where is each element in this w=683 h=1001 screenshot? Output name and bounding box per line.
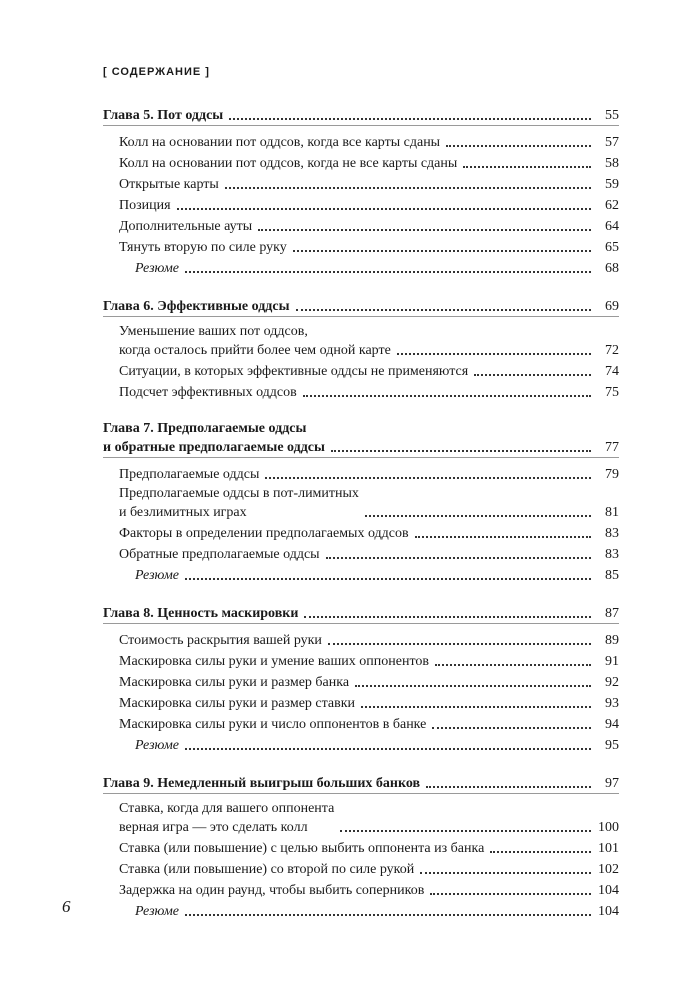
resume-entry[interactable] — [103, 564, 619, 585]
toc-entry-title: Колл на основании пот оддсов, когда не все карты сданы — [119, 156, 458, 171]
section-entry[interactable] — [103, 194, 619, 215]
dot-leader — [365, 515, 591, 517]
dot-leader — [430, 893, 591, 895]
dot-leader — [355, 685, 591, 687]
chapter-entry[interactable] — [103, 419, 619, 457]
toc-page-number: 83 — [605, 547, 619, 562]
toc-entry-title: Предполагаемые оддсы в пот-лимитных и безлимитных играх — [119, 486, 359, 520]
section-entry[interactable] — [103, 360, 619, 381]
toc-entry-title: Колл на основании пот оддсов, когда все карты сданы — [119, 135, 441, 150]
dot-leader — [463, 166, 591, 168]
toc-page-number: 100 — [598, 820, 619, 835]
section-entry[interactable] — [103, 837, 619, 858]
dot-leader — [296, 309, 591, 311]
section-entry[interactable] — [103, 381, 619, 402]
chapter-divider — [103, 793, 619, 794]
section-entry[interactable] — [103, 322, 619, 360]
dot-leader — [185, 914, 591, 916]
dot-leader — [474, 374, 591, 376]
toc-page-number: 68 — [605, 261, 619, 276]
toc-page-number: 58 — [605, 156, 619, 171]
resume-entry[interactable] — [103, 257, 619, 278]
toc-page-number: 101 — [598, 841, 619, 856]
page-number: 6 — [62, 897, 71, 916]
toc-page-number: 91 — [605, 654, 619, 669]
chapter-divider — [103, 125, 619, 126]
toc-page-number: 89 — [605, 633, 619, 648]
dot-leader — [185, 271, 591, 273]
dot-leader — [265, 477, 591, 479]
toc-page-number: 83 — [605, 526, 619, 541]
toc-page-number: 59 — [605, 177, 619, 192]
section-entry[interactable] — [103, 236, 619, 257]
dot-leader — [229, 118, 591, 120]
dot-leader — [185, 578, 591, 580]
section-entry[interactable] — [103, 484, 619, 522]
section-entry[interactable] — [103, 215, 619, 236]
toc-entry-title: Уменьшение ваших пот оддсов, когда осталось прийти более чем одной карте — [119, 324, 391, 358]
table-of-contents — [103, 104, 619, 938]
toc-page-number: 95 — [605, 738, 619, 753]
chapter-block — [103, 419, 619, 585]
toc-page-number: 104 — [598, 904, 619, 919]
toc-entry-title: Ставка, когда для вашего оппонента верная игра — это сделать колл — [119, 801, 335, 835]
toc-entry-title: Глава 8. Ценность маскировки — [103, 606, 299, 621]
dot-leader — [303, 395, 591, 397]
section-entry[interactable] — [103, 522, 619, 543]
chapter-block — [103, 602, 619, 755]
toc-entry-title: Обратные предполагаемые оддсы — [119, 547, 320, 562]
toc-page-number: 55 — [605, 108, 619, 123]
toc-entry-title: Маскировка силы руки и размер ставки — [119, 696, 356, 711]
chapter-entry[interactable] — [103, 104, 619, 125]
toc-entry-title: Глава 6. Эффективные оддсы — [103, 299, 290, 314]
chapter-divider — [103, 457, 619, 458]
toc-entry-title: Маскировка силы руки и умение ваших оппонентов — [119, 654, 430, 669]
dot-leader — [435, 664, 591, 666]
toc-entry-title: Дополнительные ауты — [119, 219, 253, 234]
toc-entry-title: Маскировка силы руки и размер банка — [119, 675, 350, 690]
chapter-divider — [103, 316, 619, 317]
toc-entry-title: Ситуации, в которых эффективные оддсы не применяются — [119, 364, 469, 379]
section-entry[interactable] — [103, 173, 619, 194]
section-entry[interactable] — [103, 463, 619, 484]
toc-page-number: 69 — [605, 299, 619, 314]
toc-entry-title: Глава 7. Предполагаемые оддсы и обратные предполагаемые оддсы — [103, 421, 325, 455]
dot-leader — [432, 727, 591, 729]
dot-leader — [328, 643, 591, 645]
dot-leader — [304, 616, 591, 618]
toc-entry-title: Подсчет эффективных оддсов — [119, 385, 297, 400]
toc-page-number: 75 — [605, 385, 619, 400]
toc-entry-title: Резюме — [135, 904, 180, 919]
toc-page-number: 94 — [605, 717, 619, 732]
section-entry[interactable] — [103, 799, 619, 837]
resume-entry[interactable] — [103, 734, 619, 755]
toc-entry-title: Ставка (или повышение) с целью выбить оппонента из банка — [119, 841, 485, 856]
toc-entry-title: Маскировка силы руки и число оппонентов в банке — [119, 717, 427, 732]
toc-entry-title: Резюме — [135, 261, 180, 276]
chapter-block — [103, 772, 619, 921]
section-header: [ СОДЕРЖАНИЕ ] — [103, 66, 210, 78]
dot-leader — [420, 872, 591, 874]
toc-page-number: 104 — [598, 883, 619, 898]
toc-entry-title: Глава 9. Немедленный выигрыш больших банков — [103, 776, 421, 791]
toc-page-number: 72 — [605, 343, 619, 358]
section-entry[interactable] — [103, 152, 619, 173]
toc-page-number: 77 — [605, 440, 619, 455]
dot-leader — [446, 145, 591, 147]
toc-page-number: 102 — [598, 862, 619, 877]
section-entry[interactable] — [103, 131, 619, 152]
toc-entry-title: Предполагаемые оддсы — [119, 467, 260, 482]
dot-leader — [397, 353, 591, 355]
dot-leader — [426, 786, 591, 788]
section-entry[interactable] — [103, 671, 619, 692]
toc-entry-title: Стоимость раскрытия вашей руки — [119, 633, 322, 648]
toc-page-number: 79 — [605, 467, 619, 482]
toc-entry-title: Глава 5. Пот оддсы — [103, 108, 224, 123]
chapter-block — [103, 295, 619, 402]
dot-leader — [415, 536, 591, 538]
section-entry[interactable] — [103, 692, 619, 713]
toc-entry-title: Задержка на один раунд, чтобы выбить соперников — [119, 883, 425, 898]
dot-leader — [331, 450, 591, 452]
section-entry[interactable] — [103, 858, 619, 879]
toc-entry-title: Факторы в определении предполагаемых оддсов — [119, 526, 409, 541]
section-entry[interactable] — [103, 879, 619, 900]
section-entry[interactable] — [103, 713, 619, 734]
toc-page-number: 74 — [605, 364, 619, 379]
dot-leader — [177, 208, 591, 210]
dot-leader — [326, 557, 591, 559]
toc-entry-title: Ставка (или повышение) со второй по силе рукой — [119, 862, 415, 877]
toc-page-number: 97 — [605, 776, 619, 791]
dot-leader — [361, 706, 591, 708]
toc-page-number: 92 — [605, 675, 619, 690]
toc-page-number: 64 — [605, 219, 619, 234]
chapter-entry[interactable] — [103, 602, 619, 623]
toc-page-number: 62 — [605, 198, 619, 213]
toc-entry-title: Тянуть вторую по силе руку — [119, 240, 287, 255]
dot-leader — [225, 187, 591, 189]
toc-page-number: 87 — [605, 606, 619, 621]
toc-page-number: 85 — [605, 568, 619, 583]
dot-leader — [258, 229, 591, 231]
toc-page-number: 81 — [605, 505, 619, 520]
chapter-divider — [103, 623, 619, 624]
dot-leader — [293, 250, 591, 252]
section-entry[interactable] — [103, 650, 619, 671]
chapter-block — [103, 104, 619, 278]
chapter-entry[interactable] — [103, 772, 619, 793]
dot-leader — [185, 748, 591, 750]
chapter-entry[interactable] — [103, 295, 619, 316]
toc-entry-title: Позиция — [119, 198, 171, 213]
toc-page-number: 57 — [605, 135, 619, 150]
resume-entry[interactable] — [103, 900, 619, 921]
dot-leader — [340, 830, 591, 832]
toc-page-number: 93 — [605, 696, 619, 711]
toc-entry-title: Открытые карты — [119, 177, 219, 192]
section-entry[interactable] — [103, 543, 619, 564]
dot-leader — [490, 851, 591, 853]
toc-entry-title: Резюме — [135, 738, 180, 753]
toc-entry-title: Резюме — [135, 568, 180, 583]
section-entry[interactable] — [103, 629, 619, 650]
toc-page-number: 65 — [605, 240, 619, 255]
